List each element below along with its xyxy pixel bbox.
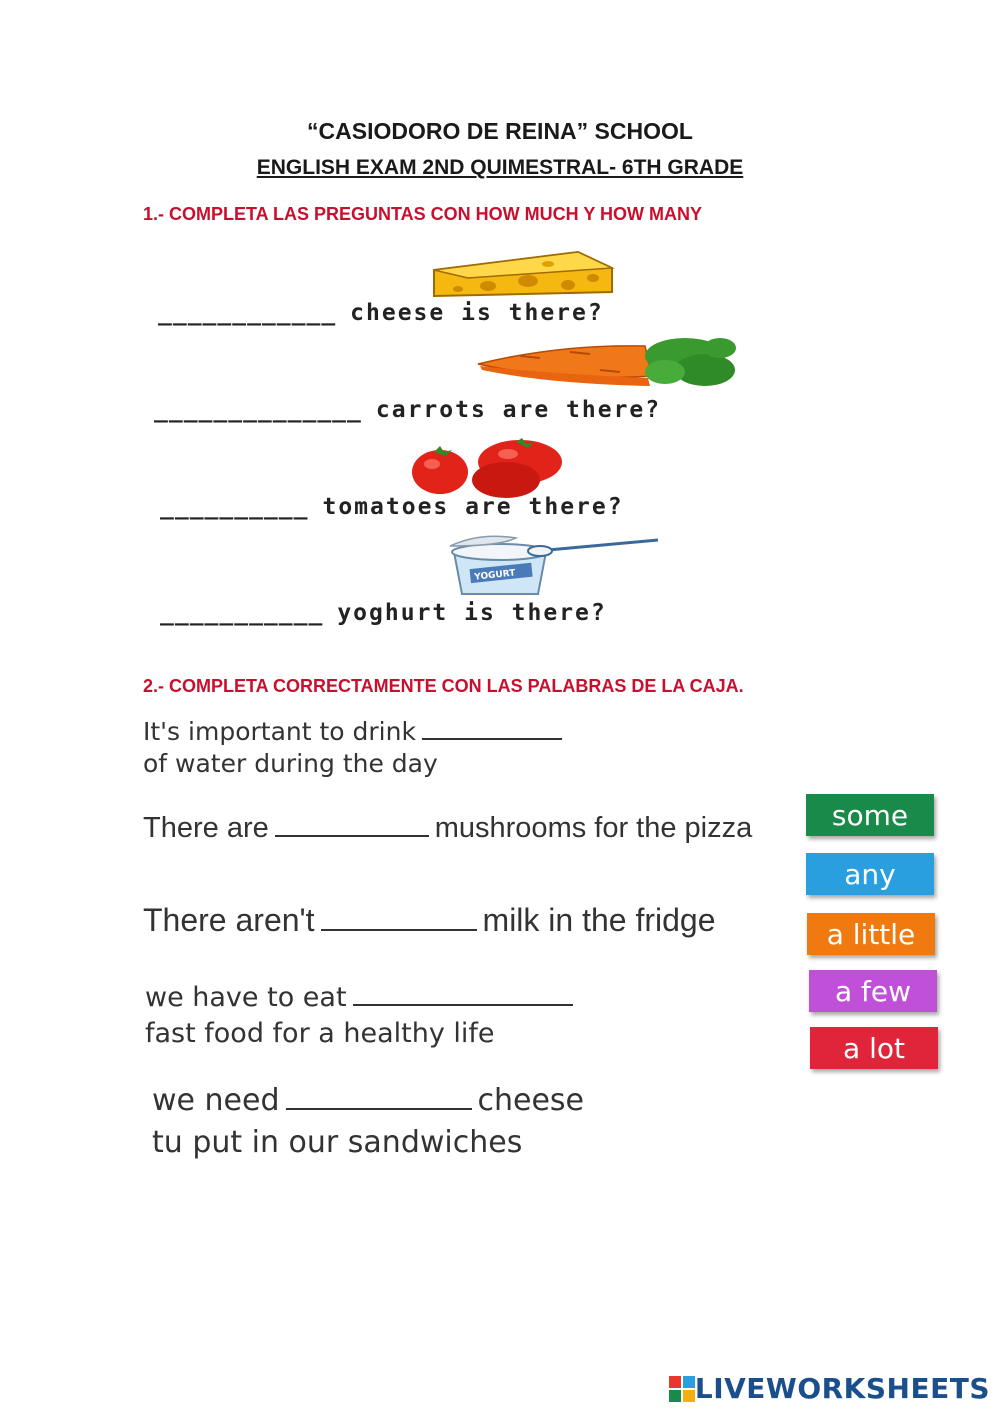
question-text: tomatoes are there? [322, 494, 624, 520]
word-some[interactable]: some [806, 794, 934, 836]
word-a-few[interactable]: a few [809, 970, 937, 1012]
tomato-icon [408, 438, 564, 500]
word-a-little[interactable]: a little [807, 913, 935, 955]
sentence-3: There aren't milk in the fridge [143, 902, 716, 938]
school-title: “CASIODORO DE REINA” SCHOOL [307, 118, 693, 144]
answer-blank[interactable] [275, 815, 429, 837]
question-row [160, 600, 607, 626]
liveworksheets-logo-icon [669, 1376, 695, 1402]
exam-title: ENGLISH EXAM 2ND QUIMESTRAL- 6TH GRADE [256, 156, 744, 179]
sentence-2: There are mushrooms for the pizza [143, 812, 753, 844]
word-any[interactable]: any [806, 853, 934, 895]
section-1-title: 1.- COMPLETA LAS PREGUNTAS CON HOW MUCH Y HOW MANY [143, 204, 703, 224]
question-row [158, 300, 604, 326]
answer-blank[interactable]: ____________ [158, 300, 337, 326]
liveworksheets-logo [669, 1372, 990, 1405]
sentence-1: It's important to drink of water during the day [143, 716, 568, 780]
section-2-title: 2.- COMPLETA CORRECTAMENTE CON LAS PALABRAS DE LA CAJA. [143, 676, 744, 696]
sentence-4: we have to eat fast food for a healthy life [145, 980, 579, 1052]
carrot-icon [470, 334, 740, 392]
answer-blank[interactable] [286, 1088, 472, 1110]
logo-text: LIVEWORKSHEETS [694, 1372, 990, 1405]
question-row [154, 397, 661, 423]
question-text: yoghurt is there? [337, 600, 607, 626]
answer-blank[interactable] [422, 718, 562, 740]
answer-blank[interactable]: ___________ [160, 600, 324, 626]
answer-blank[interactable] [353, 984, 573, 1006]
answer-blank[interactable]: __________ [160, 494, 309, 520]
yogurt-icon [440, 532, 664, 600]
cheese-icon [428, 248, 616, 300]
svg-text:YOGURT: YOGURT [473, 568, 516, 583]
question-text: carrots are there? [375, 397, 662, 423]
answer-blank[interactable]: ______________ [154, 397, 362, 423]
word-a-lot[interactable]: a lot [810, 1027, 938, 1069]
question-text: cheese is there? [350, 300, 604, 326]
question-row [160, 494, 624, 520]
answer-blank[interactable] [321, 909, 477, 931]
sentence-5: we need cheese tu put in our sandwiches [152, 1083, 585, 1160]
